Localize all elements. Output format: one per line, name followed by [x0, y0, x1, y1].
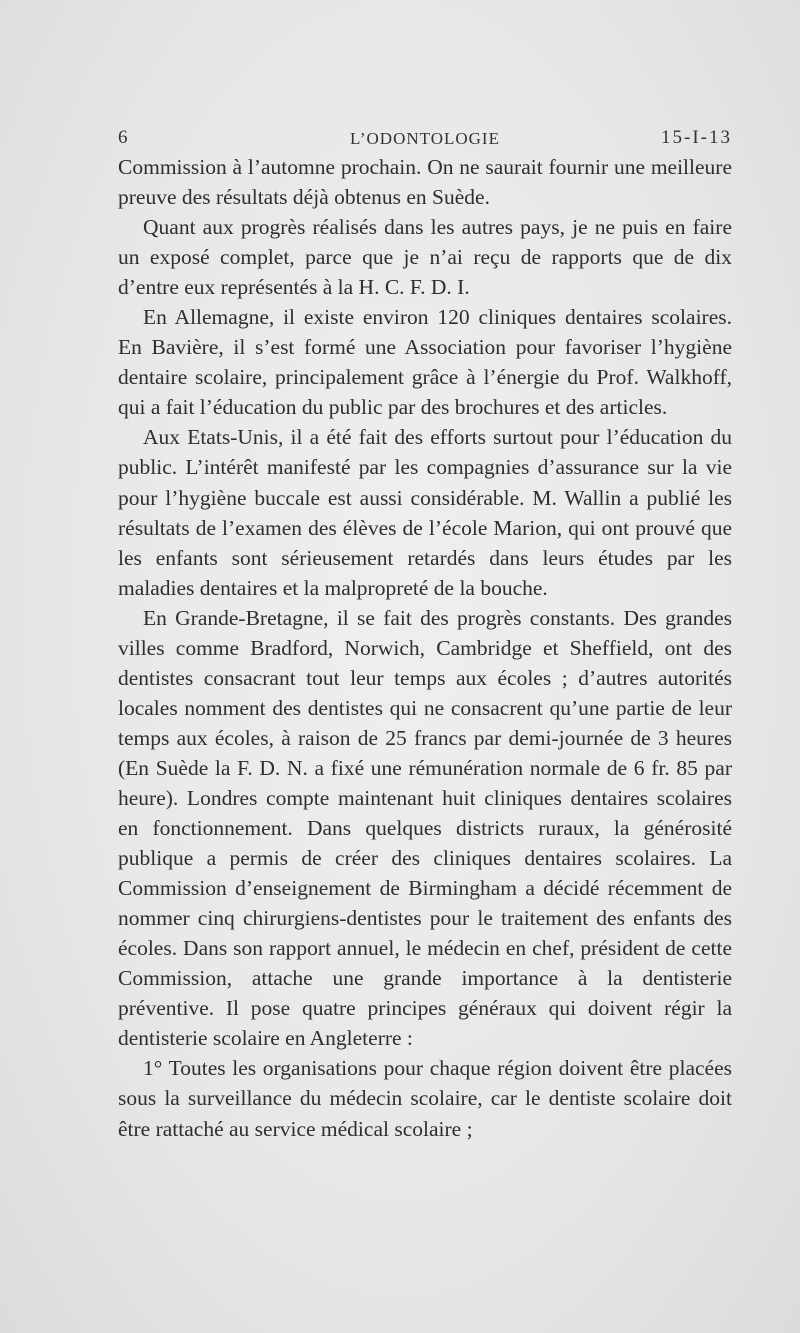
article-body	[118, 152, 732, 1144]
paragraph-germany: En Allemagne, il existe environ 120 cliniques dentaires scolaires. En Bavière, il s’est formé une Association pour favoriser l’hygiène dentaire scolaire, principalement grâce à l’énergie du Prof. Walkhoff, qui a fait l’éducation du public par des brochures et des articles.	[118, 305, 732, 420]
running-header	[118, 125, 732, 151]
page-number: 6	[118, 127, 128, 148]
paragraph-great-britain: En Grande-Bretagne, il se fait des progrès constants. Des grandes villes comme Bradford, Norwich, Cambridge et Sheffield, ont des dentistes consacrant tout leur temps aux écoles ; d’autres autorités locales nomment des dentistes qui ne consacrent qu’une partie de leur temps aux écoles, à raison de 25 francs par demi-journée de 3 heures (En Suède la F. D. N. a fixé une rémunération normale de 6 fr. 85 par heure). Londres compte maintenant huit cliniques dentaires scolaires en fonctionnement. Dans quelques districts ruraux, la générosité publique a permis de créer des cliniques dentaires scolaires. La Commission d’enseignement de Birmingham a décidé récemment de nommer cinq chirurgiens-dentistes pour le traitement des enfants des écoles. Dans son rapport annuel, le médecin en chef, président de cette Commission, attache une grande importance à la dentisterie préventive. Il pose quatre principes généraux qui doivent régir la dentisterie scolaire en Angleterre :	[118, 605, 732, 1051]
paragraph-progress-other-countries: Quant aux progrès réalisés dans les autres pays, je ne puis en faire un exposé complet, parce que je n’ai reçu de rapports que de dix d’entre eux représentés à la H. C. F. D. I.	[118, 215, 732, 300]
issue-date: 15-I-13	[661, 127, 732, 148]
paragraph-continuation: Commission à l’automne prochain. On ne saurait fournir une meilleure preuve des résultats déjà obtenus en Suède.	[118, 155, 732, 210]
paragraph-principle-one: 1° Toutes les organisations pour chaque région doivent être placées sous la surveillance du médecin scolaire, car le dentiste scolaire doit être rattaché au service médical scolaire ;	[118, 1056, 732, 1141]
paragraph-united-states: Aux Etats-Unis, il a été fait des efforts surtout pour l’éducation du public. L’intérêt manifesté par les compagnies d’assurance sur la vie pour l’hygiène buccale est aussi considérable. M. Wallin a publié les résultats de l’examen des élèves de l’école Marion, qui ont prouvé que les enfants sont sérieusement retardés dans leurs études par les maladies dentaires et la malpropreté de la bouche.	[118, 425, 732, 600]
journal-title: L’ODONTOLOGIE	[350, 129, 500, 148]
